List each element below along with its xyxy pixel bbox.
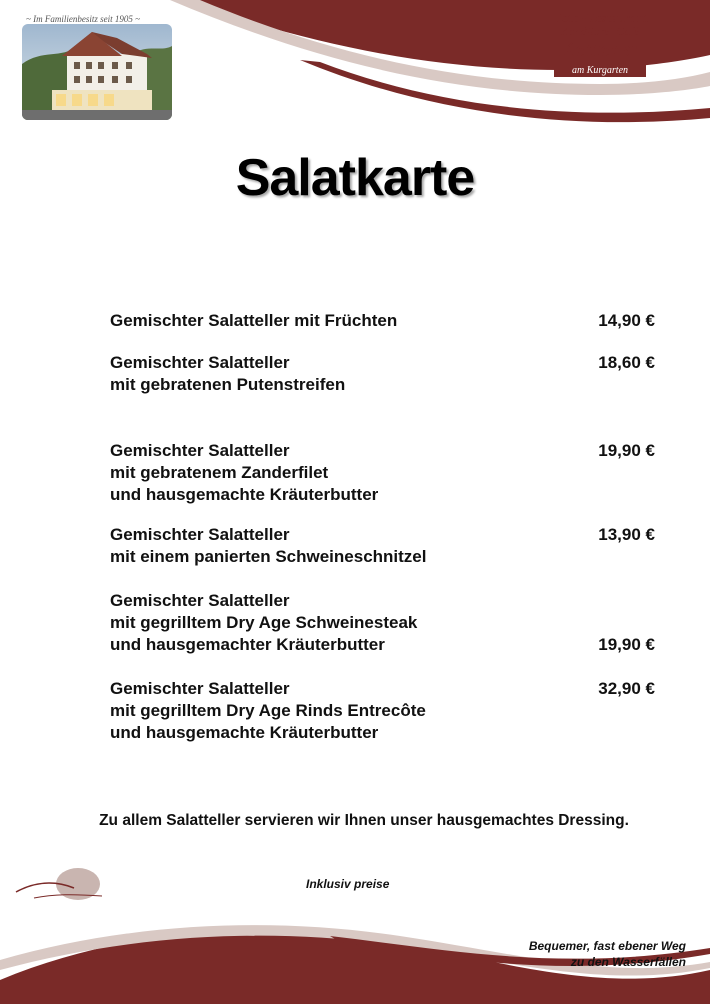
menu-item-line: Gemischter Salatteller <box>110 679 290 698</box>
tagline-line: Bequemer, fast ebener Weg <box>528 939 686 953</box>
menu-item-line: Gemischter Salatteller <box>110 525 290 544</box>
menu-item-line: und hausgemachte Kräuterbutter <box>110 485 379 504</box>
menu-item <box>110 590 655 656</box>
menu-item-line: mit gebratenem Zanderfilet <box>110 463 329 482</box>
menu-item-line: mit gegrilltem Dry Age Rinds Entrecôte <box>110 701 426 720</box>
hotel-photo <box>22 24 172 120</box>
menu-item-price: 32,90 € <box>598 679 655 698</box>
logo-line-konditorei: Konditorei-Café <box>560 24 640 38</box>
menu-item-price: 14,90 € <box>598 311 655 330</box>
page-title: Salatkarte <box>235 149 475 207</box>
tagline <box>529 938 686 970</box>
menu-item-line: Gemischter Salatteller <box>110 353 290 372</box>
menu-item <box>110 524 655 568</box>
menu-item-line: Gemischter Salatteller <box>110 441 290 460</box>
logo-line-kurgarten: am Kurgarten <box>554 65 646 77</box>
menu-item-price: 13,90 € <box>598 525 655 544</box>
menu-item <box>110 678 655 744</box>
menu-item <box>110 310 655 332</box>
logo-line-ketterer: Ketterer <box>559 36 641 61</box>
menu-item-line: und hausgemachter Kräuterbutter <box>110 635 385 654</box>
menu-item-line: mit einem panierten Schweineschnitzel <box>110 547 427 566</box>
menu-item <box>110 440 655 506</box>
small-logo-icon <box>14 866 114 906</box>
photo-caption: ~ Im Familienbesitz seit 1905 ~ <box>26 14 140 24</box>
menu-item-line: Gemischter Salatteller <box>110 591 290 610</box>
menu-item-price: 19,90 € <box>598 635 655 654</box>
menu-item-price: 18,60 € <box>598 353 655 372</box>
menu-item-line: Gemischter Salatteller mit Früchten <box>110 311 398 330</box>
menu-item <box>110 352 655 396</box>
hotel-logo <box>520 10 680 78</box>
menu-item-line: und hausgemachte Kräuterbutter <box>110 723 379 742</box>
menu-item-line: mit gegrilltem Dry Age Schweinesteak <box>110 613 418 632</box>
tagline-line: zu den Wasserfällen <box>570 955 686 969</box>
inclusive-price-note: Inklusiv preise <box>306 877 390 891</box>
menu-item-line: mit gebratenen Putenstreifen <box>110 375 346 394</box>
dressing-note: Zu allem Salatteller servieren wir Ihnen unser hausgemachtes Dressing. <box>99 812 629 829</box>
logo-line-hotel-restaurant: Hotel-Restaurant <box>551 10 649 25</box>
menu-item-price: 19,90 € <box>598 441 655 460</box>
